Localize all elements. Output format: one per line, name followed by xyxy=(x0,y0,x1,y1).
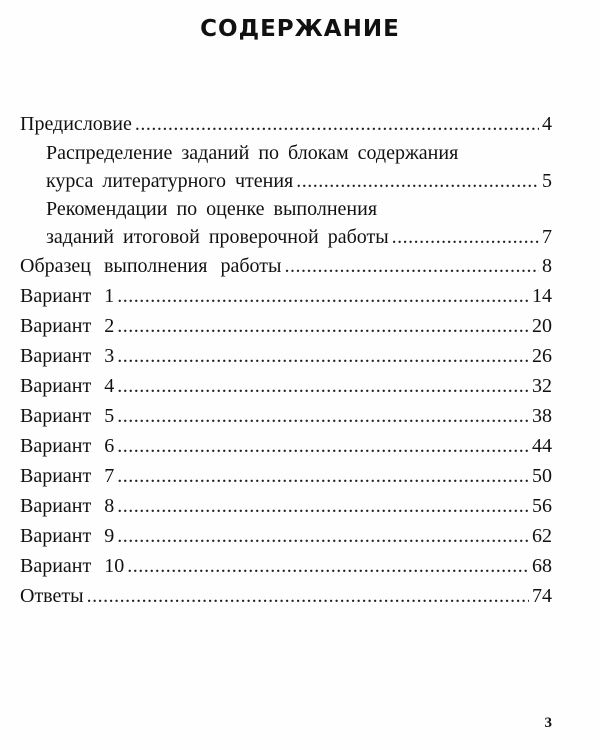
dot-leader xyxy=(117,311,529,341)
toc-entry-label: Образец выполнения работы xyxy=(20,255,282,277)
toc-entry-label: Вариант 7 xyxy=(20,465,115,487)
toc-entry-page: 5 xyxy=(542,170,552,192)
dot-leader xyxy=(392,223,539,251)
page-number: 3 xyxy=(544,715,552,731)
toc-entry-variant-5 xyxy=(20,401,552,431)
toc-entry-label: Вариант 10 xyxy=(20,555,125,577)
toc-entry-label-line2: курса литературного чтения xyxy=(46,170,294,192)
dot-leader xyxy=(117,461,529,491)
toc-entry-label-line1: Распределение заданий по блокам содержания xyxy=(46,142,459,164)
toc-entry-page: 38 xyxy=(532,405,552,427)
toc-entry-page: 50 xyxy=(532,465,552,487)
toc-entry-variant-1 xyxy=(20,281,552,311)
toc-entry-page: 20 xyxy=(532,315,552,337)
toc-entry-variant-7 xyxy=(20,461,552,491)
toc-entry-variant-2 xyxy=(20,311,552,341)
toc-entry-sample-work xyxy=(20,251,552,281)
toc-entry-page: 74 xyxy=(532,585,552,607)
toc-entry-page: 44 xyxy=(532,435,552,457)
table-of-contents xyxy=(20,109,552,611)
toc-entry-page: 26 xyxy=(532,345,552,367)
toc-entry-label: Вариант 3 xyxy=(20,345,115,367)
toc-entry-assessment-recommendations xyxy=(20,195,552,251)
page-title: СОДЕРЖАНИЕ xyxy=(200,16,400,42)
toc-entry-preface xyxy=(20,109,552,139)
toc-entry-variant-3 xyxy=(20,341,552,371)
dot-leader xyxy=(117,371,529,401)
dot-leader xyxy=(117,521,529,551)
toc-entry-page: 68 xyxy=(532,555,552,577)
toc-entry-label: Вариант 8 xyxy=(20,495,115,517)
toc-entry-variant-9 xyxy=(20,521,552,551)
toc-entry-page: 62 xyxy=(532,525,552,547)
toc-entry-variant-10 xyxy=(20,551,552,581)
toc-entry-page: 4 xyxy=(542,113,552,135)
toc-entry-label: Вариант 6 xyxy=(20,435,115,457)
dot-leader xyxy=(284,251,539,281)
toc-entry-page: 56 xyxy=(532,495,552,517)
toc-entry-page: 32 xyxy=(532,375,552,397)
dot-leader xyxy=(127,551,529,581)
dot-leader xyxy=(87,581,529,611)
toc-entry-task-distribution xyxy=(20,139,552,195)
toc-entry-answers xyxy=(20,581,552,611)
toc-entry-variant-6 xyxy=(20,431,552,461)
toc-entry-page: 14 xyxy=(532,285,552,307)
dot-leader xyxy=(117,401,529,431)
toc-entry-label: Вариант 9 xyxy=(20,525,115,547)
toc-entry-label: Предисловие xyxy=(20,113,132,135)
dot-leader xyxy=(117,491,529,521)
toc-entry-page: 7 xyxy=(542,226,552,248)
dot-leader xyxy=(117,281,529,311)
toc-entry-label: Ответы xyxy=(20,585,84,607)
toc-entry-page: 8 xyxy=(542,255,552,277)
toc-entry-label: Вариант 2 xyxy=(20,315,115,337)
toc-entry-label: Вариант 4 xyxy=(20,375,115,397)
dot-leader xyxy=(135,109,539,139)
dot-leader xyxy=(117,431,529,461)
toc-entry-variant-4 xyxy=(20,371,552,401)
toc-entry-label: Вариант 5 xyxy=(20,405,115,427)
dot-leader xyxy=(296,167,539,195)
toc-entry-variant-8 xyxy=(20,491,552,521)
toc-entry-label-line2: заданий итоговой проверочной работы xyxy=(46,226,389,248)
toc-entry-label-line1: Рекомендации по оценке выполнения xyxy=(46,198,378,220)
dot-leader xyxy=(117,341,529,371)
toc-entry-label: Вариант 1 xyxy=(20,285,115,307)
